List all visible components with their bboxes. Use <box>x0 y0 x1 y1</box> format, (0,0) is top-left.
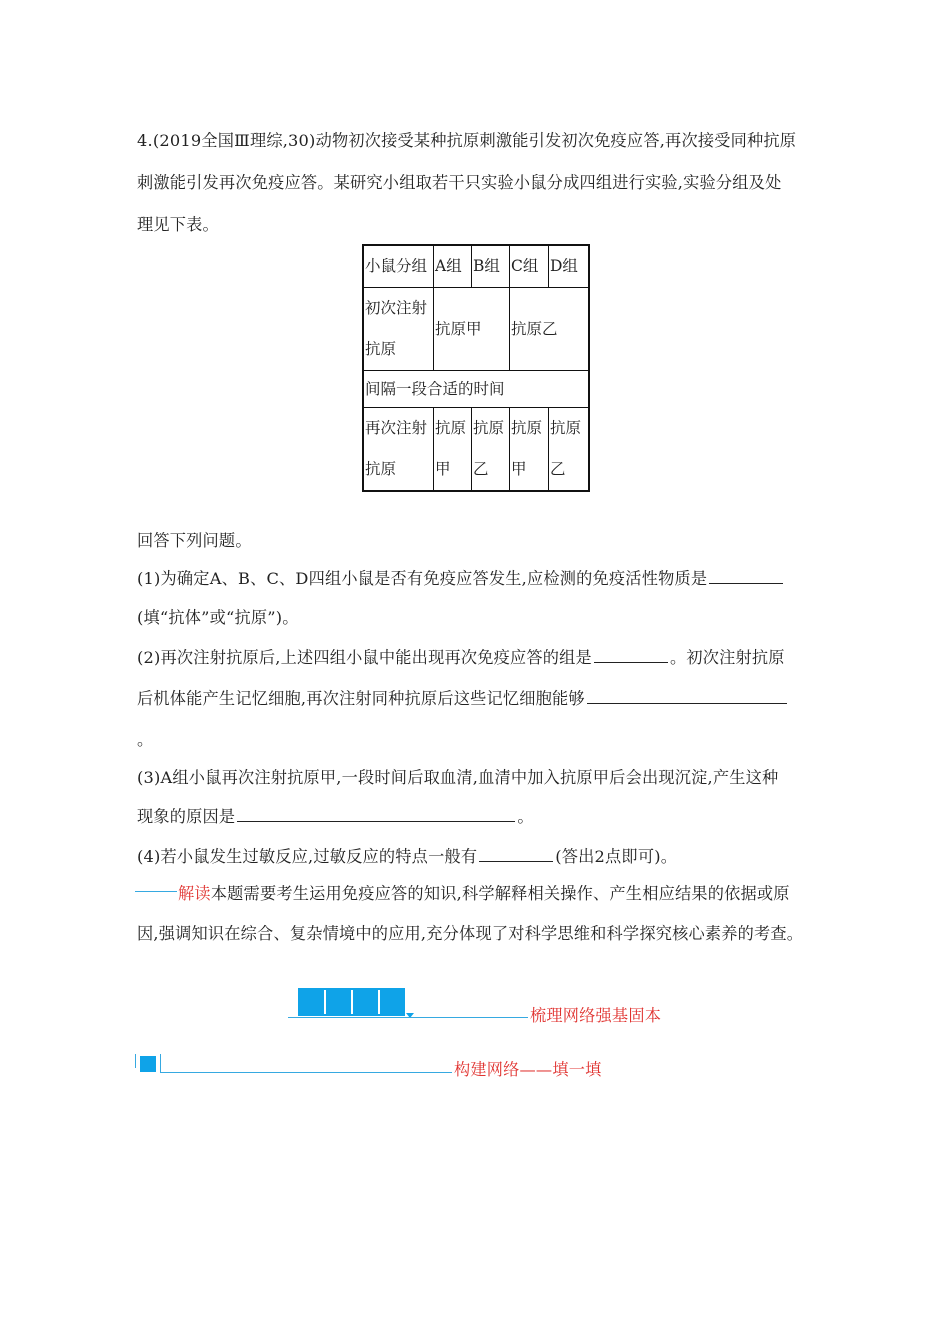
q3-line-2 <box>137 803 534 827</box>
table-cell <box>472 408 510 492</box>
table-cell: 抗原乙 <box>510 288 590 371</box>
table-row <box>363 288 589 371</box>
table-cell: D组 <box>549 245 590 288</box>
table-row <box>363 371 589 408</box>
table-cell: B组 <box>472 245 510 288</box>
question-line-2: 刺激能引发再次免疫应答。某研究小组取若干只实验小鼠分成四组进行实验,实验分组及处 <box>137 173 782 192</box>
q4-line-1 <box>137 843 677 867</box>
cell-line: 甲 <box>511 460 527 478</box>
section-title: 梳理网络强基固本 <box>530 1006 662 1025</box>
jiedu-line-2: 因,强调知识在综合、复杂情境中的应用,充分体现了对科学思维和科学探究核心素养的考查。 <box>137 924 804 943</box>
question-line-1: 4.(2019全国Ⅲ理综,30)动物初次接受某种抗原刺激能引发初次免疫应答,再次接受同种抗原 <box>137 131 797 150</box>
q2-line-3: 。 <box>137 730 154 749</box>
jiedu-label: 解读 <box>178 884 211 903</box>
answer-intro: 回答下列问题。 <box>137 531 252 550</box>
table-cell: 小鼠分组 <box>363 245 434 288</box>
q3-text-tail: 。 <box>517 807 534 826</box>
q2-text: 后机体能产生记忆细胞,再次注射同种抗原后这些记忆细胞能够 <box>137 689 585 708</box>
q1-line-1 <box>137 565 785 589</box>
q2-text: (2)再次注射抗原后,上述四组小鼠中能出现再次免疫应答的组是 <box>137 648 592 667</box>
section-subtitle: 构建网络——填一填 <box>454 1060 602 1079</box>
answer-blank[interactable] <box>594 648 668 663</box>
bullet-bracket <box>135 1054 136 1068</box>
banner-divider <box>351 990 353 1014</box>
q1-text: (1)为确定A、B、C、D四组小鼠是否有免疫应答发生,应检测的免疫活性物质是 <box>137 569 708 588</box>
q4-text: (4)若小鼠发生过敏反应,过敏反应的特点一般有 <box>137 847 478 866</box>
cell-line: 抗原 <box>435 419 467 437</box>
jiedu-line-1 <box>178 880 790 904</box>
cell-line: 抗原 <box>365 340 397 358</box>
bullet-bracket <box>160 1054 161 1072</box>
question-line-3: 理见下表。 <box>137 215 219 234</box>
answer-blank[interactable] <box>587 689 787 704</box>
jiedu-text: 本题需要考生运用免疫应答的知识,科学解释相关操作、产生相应结果的依据或原 <box>210 884 790 903</box>
q3-line-1: (3)A组小鼠再次注射抗原甲,一段时间后取血清,血清中加入抗原甲后会出现沉淀,产生这种 <box>137 768 779 787</box>
banner-divider <box>378 990 380 1014</box>
cell-line: 甲 <box>435 460 451 478</box>
cell-line: 抗原 <box>550 419 582 437</box>
table-cell: 间隔一段合适的时间 <box>363 371 589 408</box>
table-cell <box>549 408 590 492</box>
answer-blank[interactable] <box>479 847 553 862</box>
table-cell: C组 <box>510 245 549 288</box>
cell-line: 再次注射 <box>365 419 428 437</box>
table-cell: 抗原甲 <box>434 288 510 371</box>
table-cell: A组 <box>434 245 472 288</box>
q2-line-1 <box>137 644 785 668</box>
cell-line: 抗原 <box>511 419 543 437</box>
section-title-underline <box>288 1017 528 1018</box>
q4-text-tail: (答出2点即可)。 <box>555 847 678 866</box>
square-bullet-icon <box>140 1056 156 1072</box>
cell-line: 乙 <box>473 460 489 478</box>
cell-line: 初次注射 <box>365 299 428 317</box>
table-cell <box>434 408 472 492</box>
jiedu-underline <box>135 891 177 892</box>
cell-line: 抗原 <box>473 419 505 437</box>
q2-line-2 <box>137 685 789 709</box>
answer-blank[interactable] <box>709 569 783 584</box>
table-cell <box>363 408 434 492</box>
experiment-table <box>362 244 590 492</box>
q1-line-2: (填“抗体”或“抗原”)。 <box>137 608 299 627</box>
table-cell <box>510 408 549 492</box>
cell-line: 抗原 <box>365 460 397 478</box>
answer-blank[interactable] <box>237 807 515 822</box>
table-row <box>363 408 589 492</box>
table-row <box>363 245 589 288</box>
cell-line: 乙 <box>550 460 566 478</box>
q3-text: 现象的原因是 <box>137 807 236 826</box>
subtitle-underline <box>160 1072 452 1073</box>
table-cell <box>363 288 434 371</box>
q2-text-tail: 。初次注射抗原 <box>669 648 785 667</box>
banner-divider <box>324 990 326 1014</box>
